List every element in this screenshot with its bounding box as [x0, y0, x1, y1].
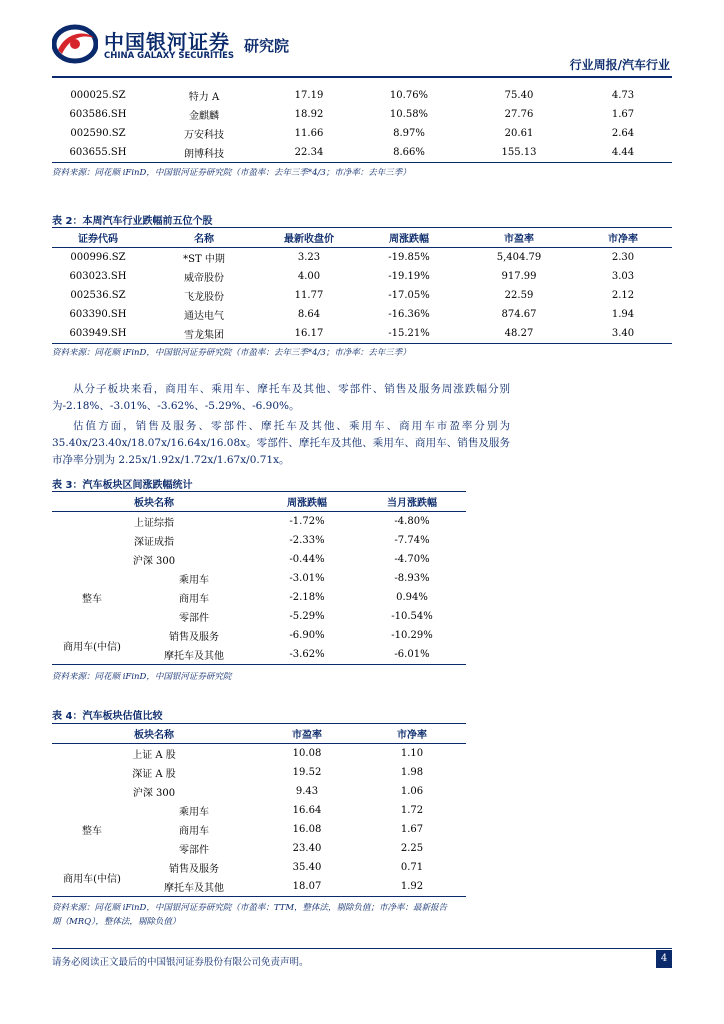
table4-source-line1: 资料来源：同花顺 iFinD，中国银河证券研究院（市盈率：TTM，整体法，剔除负值；市净率：最新报告 — [52, 903, 448, 913]
table-row — [52, 105, 672, 124]
sector-name: 零部件 — [179, 845, 209, 856]
table3-caption: 表 3：汽车板块区间涨跌幅统计 — [52, 480, 193, 491]
table2 — [52, 227, 672, 344]
table-cell: 雪龙集团 — [144, 324, 264, 344]
group-label: 整车 — [82, 594, 102, 605]
table-cell: -6.90% — [289, 630, 325, 641]
table-cell: -16.36% — [388, 309, 430, 320]
table-cell: 1.92 — [358, 877, 466, 897]
sector-name: 上证综指 — [134, 518, 174, 529]
table-cell: *ST 中期 — [183, 254, 225, 265]
table3-source: 资料来源：同花顺 iFinD，中国银河证券研究院 — [52, 672, 232, 682]
table2-header-cell: 市盈率 — [464, 228, 574, 248]
table-cell: 16.64 — [292, 805, 322, 816]
sector-name: 商用车 — [179, 594, 209, 605]
institute-name: 研究院 — [244, 37, 290, 55]
table-cell: -19.19% — [388, 271, 430, 282]
table2-header-cell: 名称 — [144, 228, 264, 248]
table-cell: -17.05% — [388, 290, 430, 301]
table-row — [52, 531, 466, 550]
table-row — [52, 626, 466, 645]
table-cell: 16.08 — [292, 824, 322, 835]
table-cell: 2.64 — [611, 128, 635, 139]
table2-header-cell: 证券代码 — [52, 228, 144, 248]
table-cell: -0.44% — [289, 554, 325, 565]
table2-source: 资料来源：同花顺 iFinD，中国银河证券研究院（市盈率：去年三季*4/3；市净率：去年三季） — [52, 348, 411, 358]
sector-name: 乘用车 — [179, 575, 209, 586]
table-cell: 8.64 — [297, 309, 321, 320]
sector-name: 沪深 300 — [132, 788, 176, 799]
table-cell: 4.73 — [611, 90, 635, 101]
table-cell: 8.97% — [393, 128, 425, 139]
table-cell: 22.34 — [264, 143, 354, 163]
table-row — [52, 569, 466, 588]
table-cell: -2.18% — [289, 592, 325, 603]
table-row — [52, 550, 466, 569]
table-cell: 603949.SH — [52, 324, 144, 344]
footer-divider — [52, 948, 672, 949]
table1-source: 资料来源：同花顺 iFinD，中国银河证券研究院（市盈率：去年三季*4/3；市净率：去年三季） — [52, 168, 411, 178]
table-row — [52, 143, 672, 163]
table-cell: -3.01% — [289, 573, 325, 584]
table-cell: 603586.SH — [69, 109, 127, 120]
group-label: 商用车(中信) — [52, 858, 132, 897]
table-row — [52, 324, 672, 344]
table-row — [52, 763, 466, 782]
table1-tail — [52, 86, 672, 163]
table2-caption: 表 2：本周汽车行业跌幅前五位个股 — [52, 216, 213, 227]
table-cell: 1.94 — [611, 309, 635, 320]
table-cell: 19.52 — [292, 767, 322, 778]
table-cell: 11.77 — [294, 290, 324, 301]
report-type-label: 行业周报/汽车行业 — [569, 58, 670, 72]
table-cell: -10.29% — [391, 630, 433, 641]
table-cell: -8.93% — [394, 573, 430, 584]
table-cell: 874.67 — [501, 309, 537, 320]
sector-name: 乘用车 — [179, 807, 209, 818]
table-cell: -10.54% — [391, 611, 433, 622]
table-cell: 3.40 — [574, 324, 672, 344]
table-row — [52, 782, 466, 801]
table-cell: 10.58% — [389, 109, 429, 120]
table-cell: 10.08 — [292, 748, 322, 759]
table-cell: 2.30 — [611, 252, 635, 263]
table-cell: 飞龙股份 — [184, 292, 224, 303]
table-cell: 17.19 — [294, 90, 324, 101]
table4-header-pb: 市净率 — [358, 724, 466, 744]
table-cell: 9.43 — [295, 786, 319, 797]
table-cell: 155.13 — [464, 143, 574, 163]
table4-header-sector: 板块名称 — [52, 724, 256, 744]
paragraph-valuation: 估值方面，销售及服务、零部件、摩托车及其他、乘用车、商用车市盈率分别为35.40x/23.40x/18.07x/16.64x/16.08x。零部件、摩托车及其他、乘用车、商用车、销售及服务市净率分别为 2.25x/1.92x/1.72x/1.67x/0.71x。 — [52, 420, 510, 466]
table-row — [52, 744, 466, 764]
table-cell: 1.67 — [400, 824, 424, 835]
table-cell: 0.71 — [400, 862, 424, 873]
header-divider — [52, 76, 672, 78]
table-cell: -1.72% — [289, 516, 325, 527]
table-cell: 0.94% — [396, 592, 428, 603]
table-row — [52, 801, 466, 820]
table-cell: 10.76% — [389, 90, 429, 101]
table-cell: 75.40 — [504, 90, 534, 101]
table-cell: 威帝股份 — [184, 273, 224, 284]
table3 — [52, 491, 466, 665]
table-cell: 通达电气 — [184, 311, 224, 322]
sector-name: 零部件 — [179, 613, 209, 624]
table-cell: -4.80% — [394, 516, 430, 527]
table-cell: 23.40 — [292, 843, 322, 854]
table-cell: 917.99 — [501, 271, 537, 282]
table-cell: -5.29% — [289, 611, 325, 622]
table-cell: 22.59 — [504, 290, 534, 301]
sector-name: 上证 A 股 — [132, 750, 176, 761]
table4-caption: 表 4：汽车板块估值比较 — [52, 711, 163, 722]
table-cell: 特力 A — [188, 92, 220, 103]
table-cell: 603390.SH — [69, 309, 127, 320]
table-cell: 11.66 — [294, 128, 324, 139]
table-cell: 18.92 — [294, 109, 324, 120]
table-cell: -15.21% — [354, 324, 464, 344]
table-cell: -4.70% — [394, 554, 430, 565]
table-row — [52, 512, 466, 532]
table-cell: 3.23 — [297, 252, 321, 263]
table-cell: -2.33% — [289, 535, 325, 546]
table3-header-month: 当月涨跌幅 — [358, 492, 466, 512]
sector-name: 深证成指 — [134, 537, 174, 548]
table-row — [52, 124, 672, 143]
table-cell: 000025.SZ — [70, 90, 126, 101]
table-cell: 1.67 — [611, 109, 635, 120]
table-row — [52, 286, 672, 305]
table-cell: 5,404.79 — [496, 252, 542, 263]
table-cell: 1.06 — [400, 786, 424, 797]
table-cell: 朗博科技 — [144, 143, 264, 163]
sector-name: 摩托车及其他 — [132, 645, 256, 665]
table-cell: 603655.SH — [52, 143, 144, 163]
sector-name: 沪深 300 — [132, 556, 176, 567]
sector-name: 商用车 — [179, 826, 209, 837]
table-cell: 2.25 — [400, 843, 424, 854]
table4 — [52, 723, 466, 897]
table-cell: 1.10 — [400, 748, 424, 759]
table-cell: -3.62% — [256, 645, 358, 665]
table3-header-week: 周涨跌幅 — [256, 492, 358, 512]
group-label: 整车 — [82, 826, 102, 837]
table-cell: 16.17 — [264, 324, 354, 344]
table-cell: 35.40 — [292, 862, 322, 873]
table-row — [52, 86, 672, 105]
table-cell: -6.01% — [358, 645, 466, 665]
table-cell: 1.98 — [400, 767, 424, 778]
page-number: 4 — [656, 950, 672, 968]
table-cell: 603023.SH — [69, 271, 127, 282]
table-cell: 8.66% — [354, 143, 464, 163]
footer-disclaimer: 请务必阅读正文最后的中国银河证券股份有限公司免责声明。 — [52, 957, 309, 968]
table-cell: 1.72 — [400, 805, 424, 816]
table-cell: 002590.SZ — [70, 128, 126, 139]
table-cell: 3.03 — [611, 271, 635, 282]
table-cell: 48.27 — [464, 324, 574, 344]
table-row — [52, 305, 672, 324]
paragraph-sector-returns: 从分子板块来看，商用车、乘用车、摩托车及其他、零部件、销售及服务周涨跌幅分别为-2.18%、-3.01%、-3.62%、-5.29%、-6.90%。 — [52, 383, 510, 412]
galaxy-logo-icon — [52, 24, 98, 64]
table-cell: 002536.SZ — [70, 290, 126, 301]
table-cell: 27.76 — [504, 109, 534, 120]
sector-name: 深证 A 股 — [132, 769, 176, 780]
table-row — [52, 248, 672, 268]
table4-source-line2: 期（MRQ），整体法，剔除负值） — [52, 917, 181, 927]
sector-name: 销售及服务 — [169, 864, 219, 875]
table-cell: 2.12 — [611, 290, 635, 301]
table-row — [52, 267, 672, 286]
table-cell: 万安科技 — [184, 130, 224, 141]
table-cell: 20.61 — [504, 128, 534, 139]
table-cell: 000996.SZ — [70, 252, 126, 263]
table-cell: 4.44 — [574, 143, 672, 163]
table-cell: -19.85% — [388, 252, 430, 263]
group-label: 商用车(中信) — [52, 626, 132, 665]
table3-header-sector: 板块名称 — [52, 492, 256, 512]
brand-name-en: CHINA GALAXY SECURITIES — [104, 51, 235, 61]
table2-header-cell: 最新收盘价 — [264, 228, 354, 248]
table2-header-cell: 周涨跌幅 — [354, 228, 464, 248]
sector-name: 销售及服务 — [169, 632, 219, 643]
table2-header-cell: 市净率 — [574, 228, 672, 248]
brand-name-cn: 中国银河证券 — [104, 30, 230, 54]
table-cell: 4.00 — [297, 271, 321, 282]
table-cell: 18.07 — [256, 877, 358, 897]
table-cell: -7.74% — [394, 535, 430, 546]
table-cell: 金麒麟 — [189, 111, 219, 122]
table4-header-pe: 市盈率 — [256, 724, 358, 744]
table-row — [52, 858, 466, 877]
sector-name: 摩托车及其他 — [132, 877, 256, 897]
